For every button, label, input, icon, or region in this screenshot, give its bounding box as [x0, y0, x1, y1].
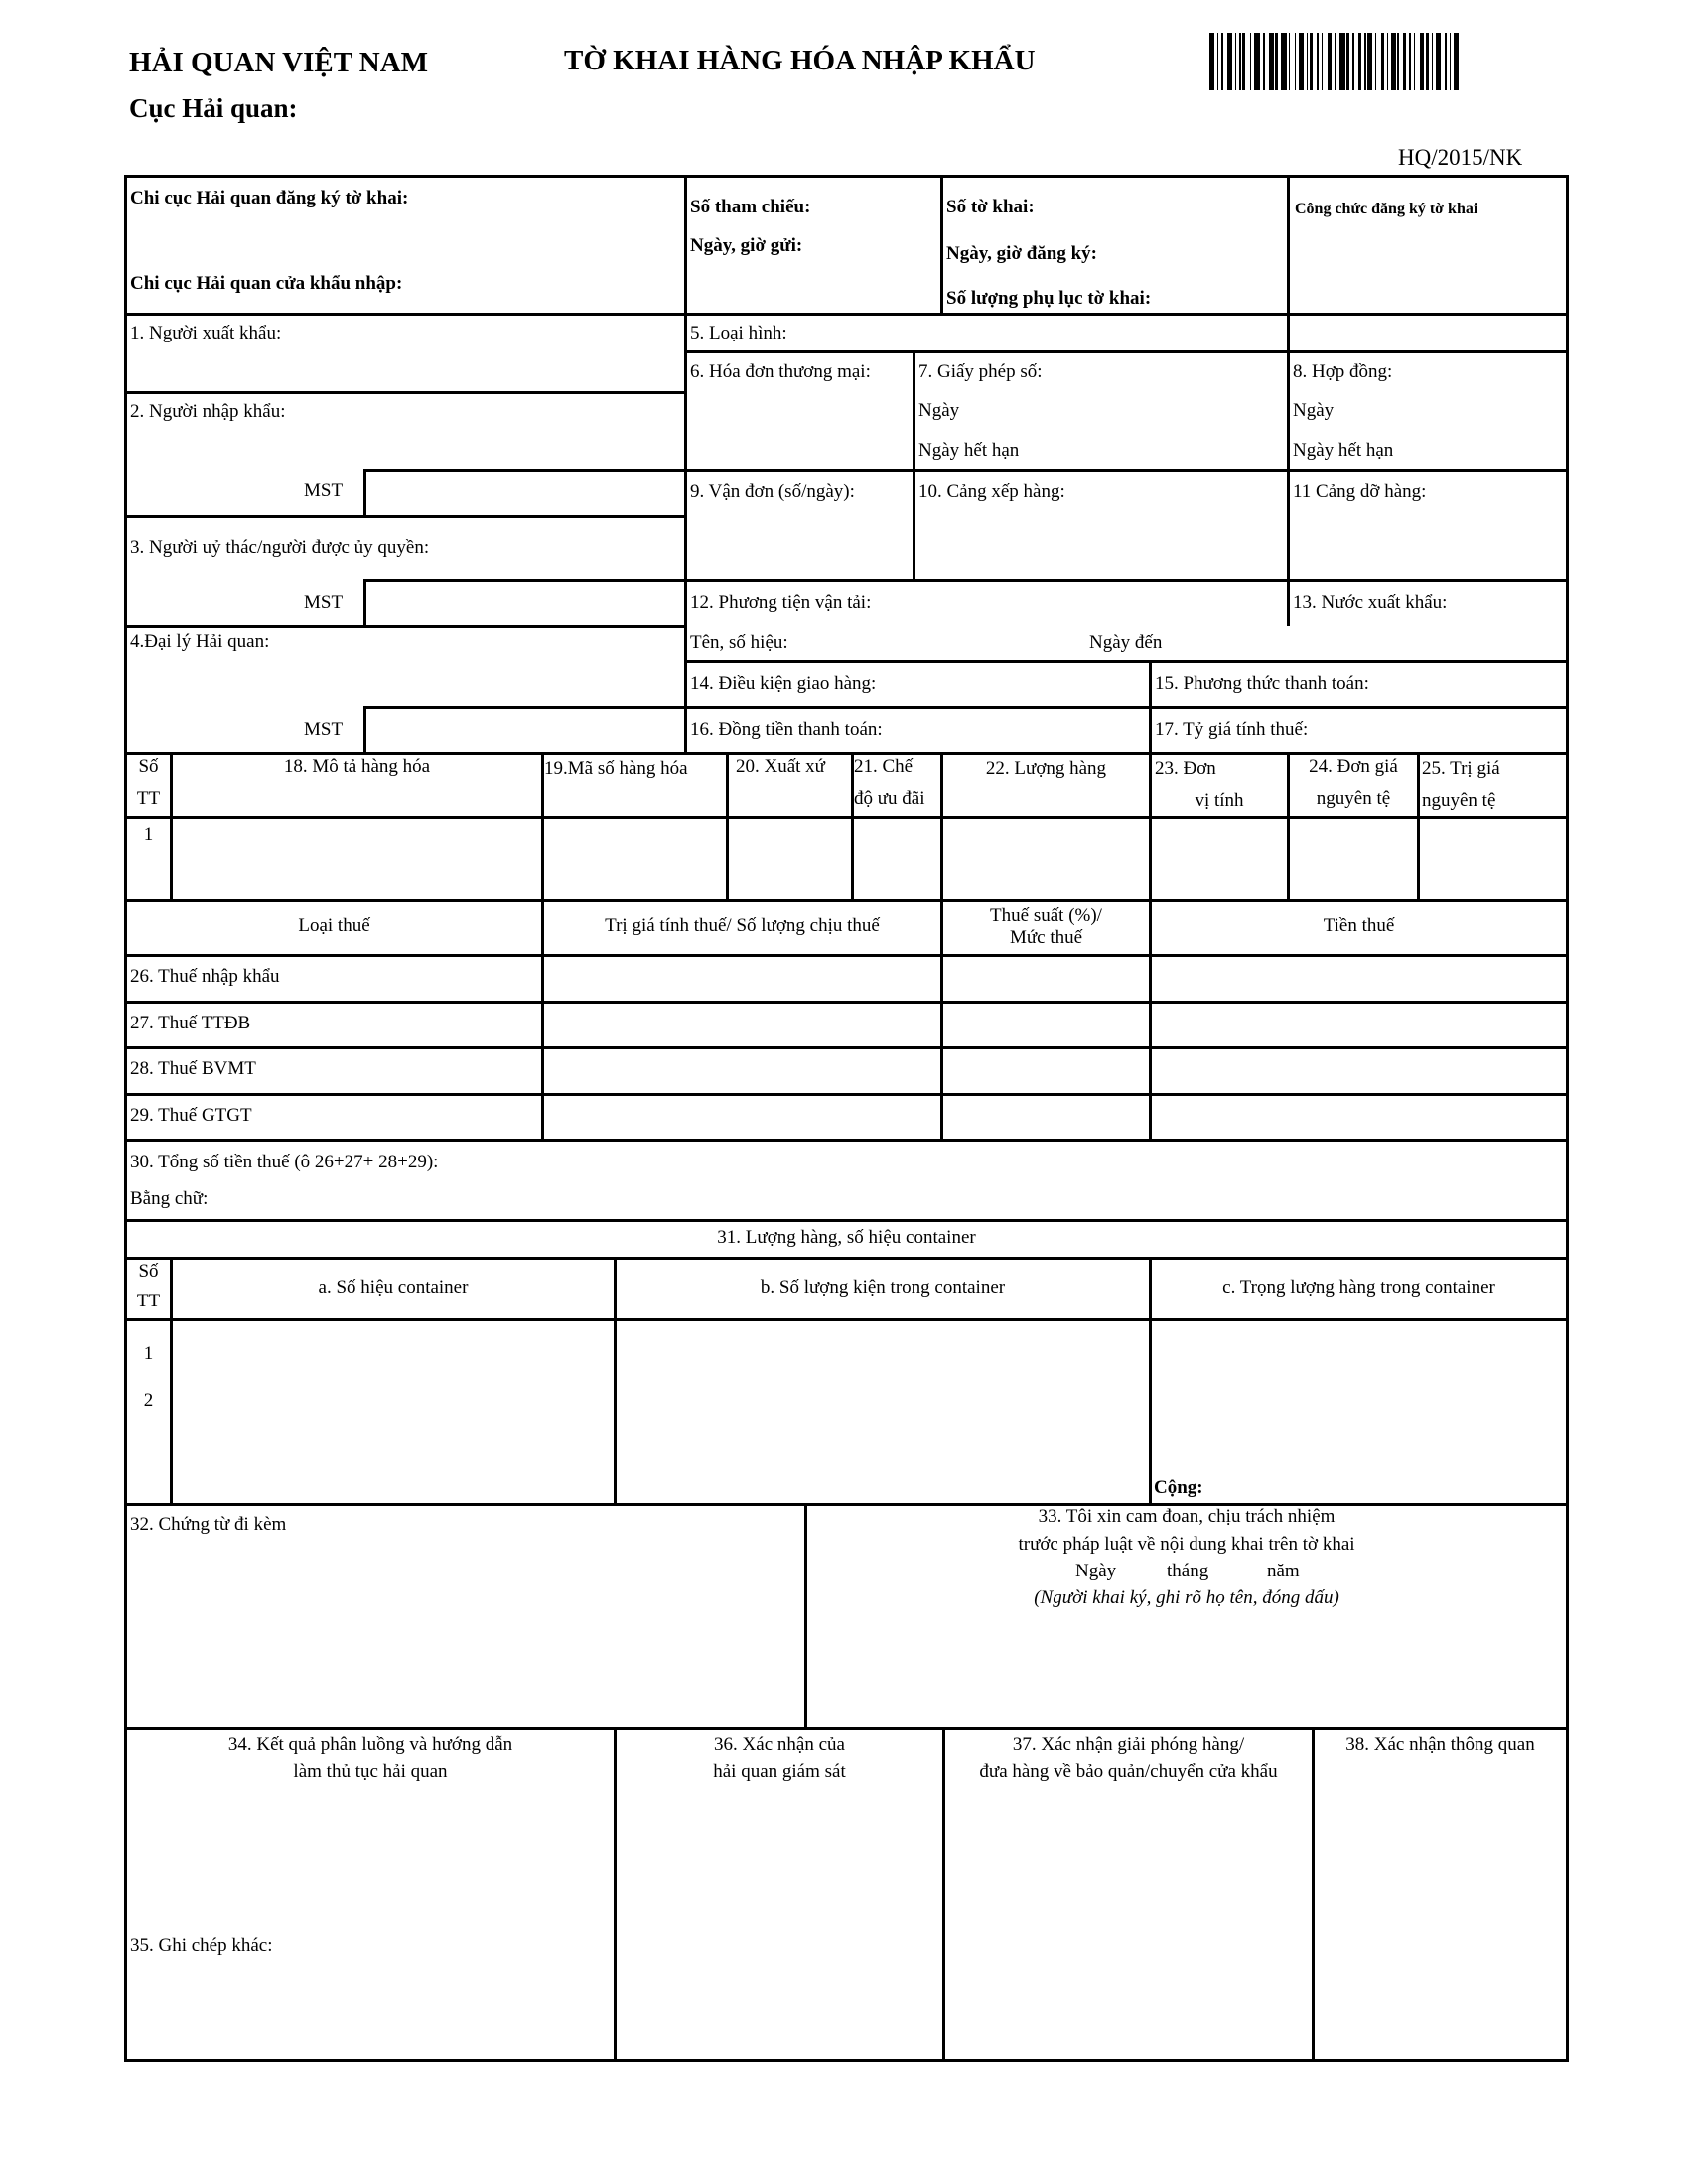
tax-in-words-label: Bằng chữ: — [130, 1188, 209, 1209]
transport-name-label: Tên, số hiệu: — [690, 632, 788, 653]
sent-datetime-label: Ngày, giờ gửi: — [690, 235, 803, 256]
goods-col-no: Số — [138, 756, 159, 777]
goods-col-no: TT — [136, 788, 161, 809]
supervision-line-2: hải quan giám sát — [713, 1761, 846, 1782]
export-country-label: 13. Nước xuất khẩu: — [1293, 592, 1448, 613]
goods-col-value: 25. Trị giá — [1422, 758, 1500, 779]
tax-total-label: 30. Tổng số tiền thuế (ô 26+27+ 28+29): — [130, 1152, 439, 1172]
table-row[interactable] — [127, 1366, 1566, 1411]
registration-branch-label: Chi cục Hải quan đăng ký tờ khai: — [130, 188, 409, 208]
release-line-2: đưa hàng về bảo quản/chuyển cửa khẩu — [979, 1761, 1278, 1782]
mst-label: MST — [304, 592, 344, 613]
tax-col-amount: Tiền thuế — [1323, 915, 1395, 936]
release-line-1: 37. Xác nhận giải phóng hàng/ — [1012, 1734, 1245, 1755]
license-date-label: Ngày — [918, 400, 960, 421]
divider — [124, 899, 1569, 902]
registering-officer-label: Công chức đăng ký tờ khai — [1295, 201, 1478, 217]
divider — [124, 625, 686, 628]
barcode-icon — [1209, 33, 1531, 90]
divider — [124, 313, 1569, 316]
loading-port-label: 10. Cảng xếp hàng: — [918, 481, 1065, 502]
goods-col-quantity: 22. Lượng hàng — [985, 758, 1107, 779]
divider — [124, 1219, 1569, 1222]
declaration-no-label: Số tờ khai: — [946, 197, 1035, 217]
contract-date-label: Ngày — [1293, 400, 1335, 421]
divider — [124, 1001, 1569, 1004]
divider — [124, 1046, 1569, 1049]
customs-agent-label: 4.Đại lý Hải quan: — [130, 631, 270, 652]
goods-col-preference: 21. Chế — [854, 756, 914, 777]
mst-label: MST — [304, 480, 344, 501]
import-gate-branch-label: Chi cục Hải quan cửa khẩu nhập: — [130, 273, 403, 294]
divider — [684, 706, 1569, 709]
tax-col-rate: Thuế suất (%)/ — [990, 905, 1102, 926]
tax-row-vat: 29. Thuế GTGT — [130, 1105, 252, 1126]
reference-no-label: Số tham chiếu: — [690, 197, 811, 217]
goods-row-no: 1 — [143, 824, 154, 845]
divider — [124, 1139, 1569, 1142]
divider — [913, 350, 915, 580]
department-label: Cục Hải quan: — [129, 93, 298, 123]
table-row[interactable] — [127, 1321, 1566, 1366]
divider — [1312, 1727, 1315, 2061]
border-bottom — [124, 2059, 1569, 2062]
clearance-label: 38. Xác nhận thông quan — [1345, 1734, 1535, 1755]
container-col-number: a. Số hiệu container — [318, 1277, 469, 1297]
signature-note: (Người khai ký, ghi rõ họ tên, đóng dấu) — [1034, 1587, 1339, 1608]
trustor-label: 3. Người uỷ thác/người được ủy quyền: — [130, 537, 430, 558]
contract-expiry-label: Ngày hết hạn — [1293, 440, 1394, 461]
arrival-date-label: Ngày đến — [1089, 632, 1163, 653]
other-notes-label: 35. Ghi chép khác: — [130, 1935, 273, 1956]
page-title: TỜ KHAI HÀNG HÓA NHẬP KHẨU — [564, 45, 1036, 76]
divider — [124, 515, 686, 518]
importer-label: 2. Người nhập khẩu: — [130, 401, 286, 422]
date-year-label: năm — [1267, 1561, 1300, 1581]
divider — [684, 660, 1569, 663]
goods-col-unit-price: nguyên tệ — [1316, 788, 1391, 809]
mst-label: MST — [304, 719, 344, 740]
table-row[interactable] — [127, 819, 1566, 900]
appendix-count-label: Số lượng phụ lục tờ khai: — [946, 288, 1152, 309]
trustor-mst-input[interactable] — [366, 582, 684, 626]
divider — [124, 954, 1569, 957]
tax-row-import: 26. Thuế nhập khẩu — [130, 966, 280, 987]
payment-method-label: 15. Phương thức thanh toán: — [1155, 673, 1369, 694]
divider — [684, 175, 687, 754]
agent-mst-input[interactable] — [366, 709, 684, 753]
exporter-label: 1. Người xuất khẩu: — [130, 323, 282, 343]
container-col-no: TT — [136, 1291, 161, 1311]
container-total-label: Cộng: — [1154, 1477, 1203, 1498]
delivery-terms-label: 14. Điều kiện giao hàng: — [690, 673, 877, 694]
divider — [1287, 350, 1290, 626]
channel-result-line-1: 34. Kết quả phân luồng và hướng dẫn — [227, 1734, 513, 1755]
divider — [940, 175, 943, 315]
unloading-port-label: 11 Cảng dỡ hàng: — [1293, 481, 1427, 502]
container-row-no: 1 — [143, 1343, 154, 1364]
bill-of-lading-label: 9. Vận đơn (số/ngày): — [690, 481, 855, 502]
container-col-no: Số — [138, 1261, 159, 1282]
exchange-rate-label: 17. Tỷ giá tính thuế: — [1155, 719, 1309, 740]
goods-col-origin: 20. Xuất xứ — [736, 756, 825, 777]
commitment-line-2: trước pháp luật về nội dung khai trên tờ khai — [1018, 1534, 1355, 1555]
divider — [1287, 175, 1290, 352]
date-month-label: tháng — [1167, 1561, 1209, 1581]
supervision-line-1: 36. Xác nhận của — [714, 1734, 845, 1755]
goods-col-unit: vị tính — [1195, 790, 1244, 811]
importer-mst-input[interactable] — [366, 472, 684, 516]
transport-label: 12. Phương tiện vận tải: — [690, 592, 872, 613]
goods-col-unit: 23. Đơn — [1155, 758, 1216, 779]
type-label: 5. Loại hình: — [690, 323, 787, 343]
tax-col-taxable-value: Trị giá tính thuế/ Số lượng chịu thuế — [605, 915, 880, 936]
containers-title: 31. Lượng hàng, số hiệu container — [717, 1227, 976, 1248]
license-label: 7. Giấy phép số: — [918, 361, 1043, 382]
form-code: HQ/2015/NK — [1398, 145, 1523, 170]
agency-name: HẢI QUAN VIỆT NAM — [129, 47, 429, 78]
container-col-weight: c. Trọng lượng hàng trong container — [1222, 1277, 1495, 1297]
divider — [684, 469, 1569, 472]
divider — [124, 1257, 1569, 1260]
divider — [684, 350, 1569, 353]
divider — [124, 1093, 1569, 1096]
divider — [124, 1727, 1569, 1730]
license-expiry-label: Ngày hết hạn — [918, 440, 1020, 461]
tax-row-special: 27. Thuế TTĐB — [130, 1013, 251, 1033]
goods-col-preference: độ ưu đãi — [854, 788, 925, 809]
tax-row-environment: 28. Thuế BVMT — [130, 1058, 256, 1079]
goods-col-unit-price: 24. Đơn giá — [1309, 756, 1398, 777]
border-right — [1566, 175, 1569, 2062]
container-col-packages: b. Số lượng kiện trong container — [760, 1277, 1006, 1297]
invoice-label: 6. Hóa đơn thương mại: — [690, 361, 871, 382]
commitment-line-1: 33. Tôi xin cam đoan, chịu trách nhiệm — [1038, 1506, 1336, 1527]
tax-col-rate: Mức thuế — [1009, 927, 1083, 948]
payment-currency-label: 16. Đồng tiền thanh toán: — [690, 719, 883, 740]
border-top — [124, 175, 1569, 178]
divider — [684, 579, 1569, 582]
registered-datetime-label: Ngày, giờ đăng ký: — [946, 243, 1097, 264]
date-day-label: Ngày — [1075, 1561, 1117, 1581]
tax-col-type: Loại thuế — [298, 915, 370, 936]
divider — [124, 391, 686, 394]
divider — [124, 752, 1569, 755]
goods-col-description: 18. Mô tả hàng hóa — [283, 756, 431, 777]
goods-col-value: nguyên tệ — [1422, 790, 1496, 811]
container-row-no: 2 — [143, 1390, 154, 1411]
contract-label: 8. Hợp đồng: — [1293, 361, 1393, 382]
channel-result-line-2: làm thủ tục hải quan — [293, 1761, 448, 1782]
attached-docs-label: 32. Chứng từ đi kèm — [130, 1514, 287, 1535]
goods-col-hs-code: 19.Mã số hàng hóa — [544, 758, 688, 779]
